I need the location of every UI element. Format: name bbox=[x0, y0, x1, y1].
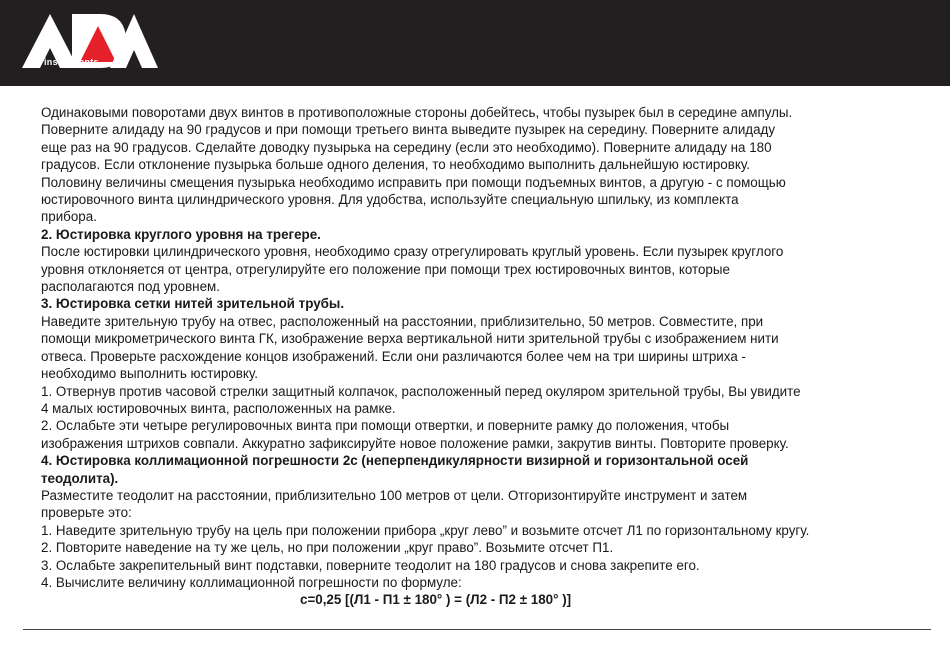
text-line: Наведите зрительную трубу на отвес, расположенный на расстоянии, приблизительно, 50 метров. Совместите, при bbox=[41, 313, 764, 329]
section-heading: 3. Юстировка сетки нитей зрительной трубы. bbox=[41, 296, 345, 312]
ada-logo-mark bbox=[22, 8, 162, 80]
text-line: юстировочного винта цилиндрического уровня. Для удобства, используйте специальную шпильку, из комплекта bbox=[41, 192, 739, 208]
text-line: Разместите теодолит на расстоянии, приблизительно 100 метров от цели. Отгоризонтируйте инструмент и затем bbox=[41, 487, 748, 503]
text-line: 1. Наведите зрительную трубу на цель при положении прибора „круг лево” и возьмите отсчет Л1 по горизонтальному кругу. bbox=[41, 522, 810, 538]
text-line: уровня отклоняется от центра, отрегулируйте его положение при помощи трех юстировочных винтов, которые bbox=[41, 261, 730, 277]
formula: с=0,25 [(Л1 - П1 ± 180° ) = (Л2 - П2 ± 180° )] bbox=[300, 592, 572, 608]
text-line: отвеса. Проверьте расхождение концов изображений. Если они различаются более чем на три ширины штриха - bbox=[41, 348, 746, 364]
text-line: необходимо выполнить юстировку. bbox=[41, 366, 258, 382]
header-bar bbox=[0, 0, 950, 86]
text-line: помощи микрометрического винта ГК, изображение верха вертикальной нити зрительной трубы с изображением нити bbox=[41, 331, 779, 347]
text-line: 1. Отвернув против часовой стрелки защитный колпачок, расположенный перед окуляром зрительной трубы, Вы увидите bbox=[41, 383, 801, 399]
text-line: изображения штрихов совпали. Аккуратно зафиксируйте новое положение рамки, закрутив винты. Повторите проверку. bbox=[41, 435, 789, 451]
text-line: градусов. Если отклонение пузырька больше одного деления, то необходимо выполнить дальнейшую юстировку. bbox=[41, 157, 750, 173]
text-line: Поверните алидаду на 90 градусов и при помощи третьего винта выведите пузырек на середину. Поверните алидаду bbox=[41, 122, 776, 138]
text-line: 3. Ослабьте закрепительный винт подставки, поверните теодолит на 180 градусов и снова закрепите его. bbox=[41, 557, 700, 573]
text-line: Половину величины смещения пузырька необходимо исправить при помощи подъемных винтов, а другую - с помощью bbox=[41, 174, 786, 190]
text-line: Одинаковыми поворотами двух винтов в противоположные стороны добейтесь, чтобы пузырек был в середине ампулы. bbox=[41, 105, 793, 120]
text-line: еще раз на 90 градусов. Сделайте доводку пузырька на середину (если это необходимо). Поверните алидаду на 180 bbox=[41, 139, 772, 155]
section-heading: 2. Юстировка круглого уровня на трегере. bbox=[41, 226, 321, 242]
text-line: 2. Повторите наведение на ту же цель, но при положении „круг право”. Возьмите отсчет П1. bbox=[41, 540, 614, 556]
text-line: После юстировки цилиндрического уровня, необходимо сразу отрегулировать круглый уровень. Если пузырек круглого bbox=[41, 244, 784, 260]
text-line: 4. Вычислите величину коллимационной погрешности по формуле: bbox=[41, 574, 462, 590]
text-line: проверьте это: bbox=[41, 505, 132, 521]
text-line: прибора. bbox=[41, 209, 97, 225]
manual-text bbox=[41, 104, 921, 609]
section-heading: 4. Юстировка коллимационной погрешности 2с (неперпендикулярности визирной и горизонтальной осей bbox=[41, 453, 749, 469]
text-line: 2. Ослабьте эти четыре регулировочных винта при помощи отвертки, и поверните рамку до положения, чтобы bbox=[41, 418, 730, 434]
text-line: 4 малых юстировочных винта, расположенных на рамке. bbox=[41, 400, 396, 416]
section-heading: теодолита). bbox=[41, 470, 119, 486]
footer-divider bbox=[23, 629, 931, 630]
text-line: располагаются под уровнем. bbox=[41, 279, 220, 295]
logo-subtitle: instruments bbox=[44, 57, 99, 67]
ada-logo bbox=[22, 8, 162, 80]
